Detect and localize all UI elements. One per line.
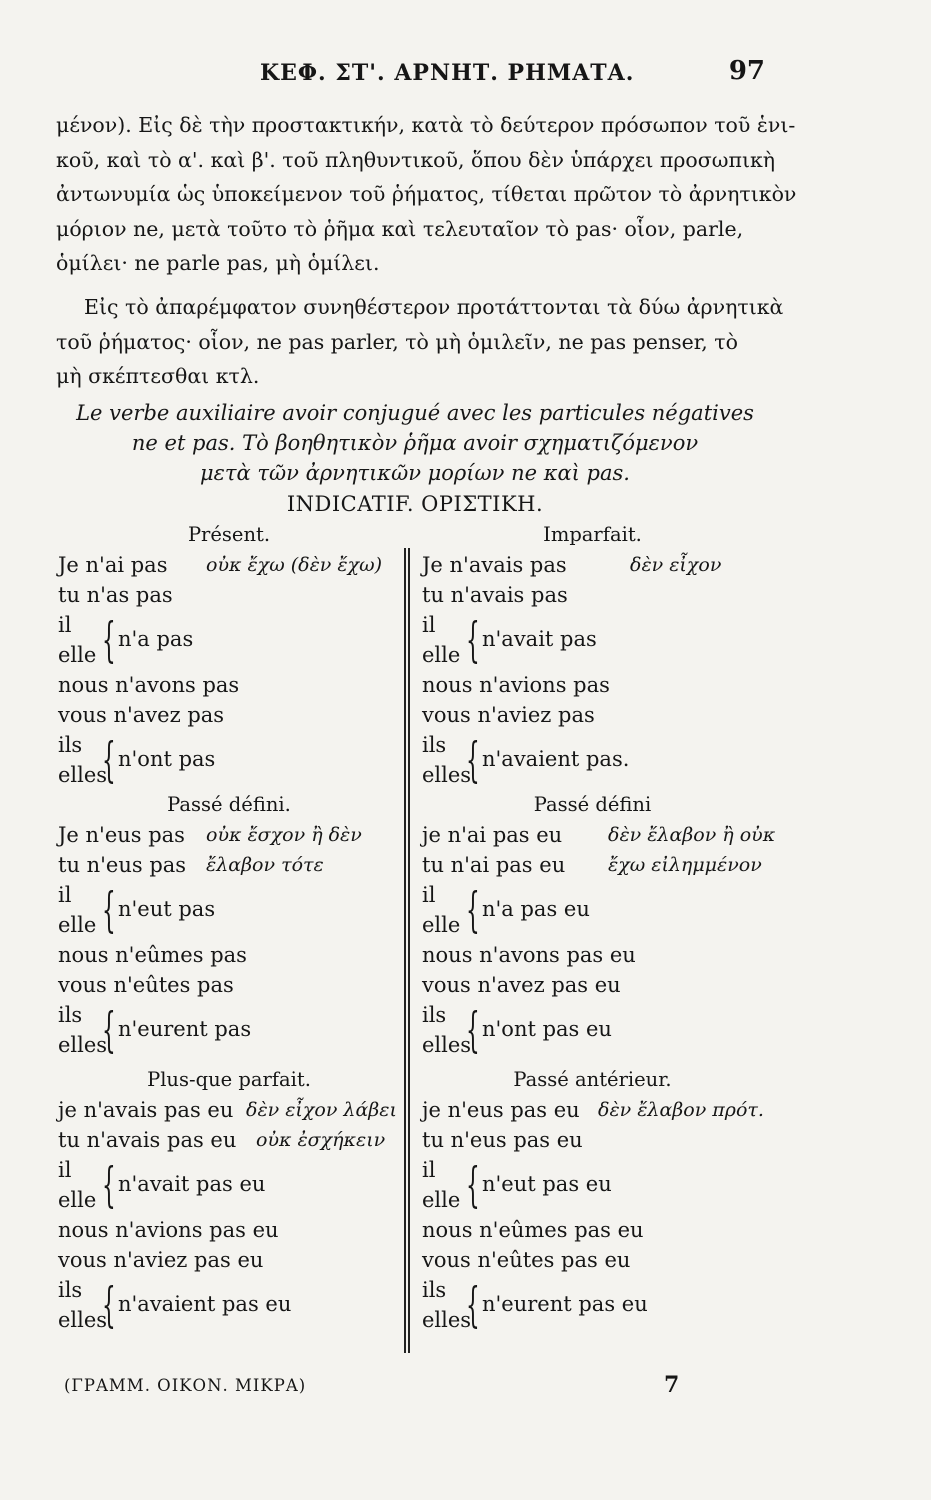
brace-icon: { <box>466 1157 480 1213</box>
greek-gloss: δὲν ἔλαβον πρότ. <box>598 1099 764 1121</box>
pronoun: elle <box>58 643 97 667</box>
brace-icon: { <box>102 1157 116 1213</box>
french-form: n'avaient pas eu <box>118 1292 292 1316</box>
pronoun: elles <box>422 763 472 787</box>
french-form: vous n'avez pas <box>58 703 225 727</box>
greek-gloss: οὐκ ἔχω (δὲν ἔχω) <box>206 554 382 576</box>
caption-line: Le verbe auxiliaire avoir conjugué avec les particules négatives <box>76 401 754 425</box>
pronoun: il <box>422 1158 436 1182</box>
caption-line: μετὰ τῶν ἀρνητικῶν μορίων ne καὶ pas. <box>200 461 630 485</box>
tense-block-plus-que-parfait <box>56 1065 402 1335</box>
text-line: μένον). Εἰς δὲ τὴν προστακτικήν, κατὰ τὸ δεύτερον πρόσωπον τοῦ ἑνι- <box>56 113 796 137</box>
pronoun: ils <box>422 1278 447 1302</box>
tense-title: Présent. <box>187 523 271 546</box>
french-form: n'eut pas eu <box>482 1172 612 1196</box>
tense-title: Passé défini. <box>167 793 291 816</box>
pronoun: elles <box>58 1033 108 1057</box>
brace-group <box>420 730 765 790</box>
conjugation-row <box>56 700 402 730</box>
text-line: μόριον ne, μετὰ τοῦτο τὸ ῥῆμα καὶ τελευταῖον τὸ pas· οἷον, parle, <box>56 216 744 241</box>
conjugation-row <box>420 1245 765 1275</box>
tense-title: Plus-que parfait. <box>147 1068 311 1091</box>
french-form: Je n'ai pas <box>58 553 168 577</box>
french-form: vous n'eûtes pas <box>58 973 234 997</box>
french-form: tu n'avais pas <box>422 583 568 607</box>
page-header <box>60 56 765 92</box>
brace-group <box>56 880 402 940</box>
pronoun: il <box>422 613 436 637</box>
french-form: vous n'avez pas eu <box>422 973 621 997</box>
brace-group <box>420 1155 765 1215</box>
conjugation-row <box>420 850 765 880</box>
french-form: n'ont pas eu <box>482 1017 612 1041</box>
brace-icon: { <box>466 1277 480 1333</box>
conjugation-row <box>56 970 402 1000</box>
text-line: ὁμίλει· ne parle pas, μὴ ὁμίλει. <box>56 251 380 275</box>
french-form: n'avait pas eu <box>118 1172 266 1196</box>
pronoun: ils <box>58 1003 83 1027</box>
brace-group <box>420 610 765 670</box>
french-form: tu n'eus pas eu <box>422 1128 583 1152</box>
mood-heading: INDICATIF. ΟΡΙΣΤΙΚΗ. <box>286 492 544 516</box>
french-form: tu n'avais pas eu <box>58 1128 237 1152</box>
brace-group <box>420 1000 765 1060</box>
french-form: vous n'aviez pas <box>422 703 595 727</box>
conjugation-row <box>420 1125 765 1155</box>
greek-gloss: ἔλαβον τότε <box>206 854 324 876</box>
french-form: n'ont pas <box>118 747 216 771</box>
brace-icon: { <box>102 1277 116 1333</box>
french-form: nous n'avions pas eu <box>58 1218 279 1242</box>
greek-gloss: δὲν εἶχον <box>630 554 722 576</box>
conjugation-row <box>56 670 402 700</box>
conjugation-row <box>420 1095 765 1125</box>
tense-block-passe-indefini <box>420 790 776 1060</box>
brace-icon: { <box>466 732 480 788</box>
brace-icon: { <box>466 1002 480 1058</box>
pronoun: elles <box>58 763 108 787</box>
french-form: n'avait pas <box>482 627 597 651</box>
conjugation-row <box>56 1125 402 1155</box>
greek-gloss: δὲν εἶχον λάβει <box>246 1099 397 1121</box>
pronoun: elles <box>422 1308 472 1332</box>
french-form: n'eurent pas <box>118 1017 252 1041</box>
conjugation-row <box>420 700 765 730</box>
text-line: Εἰς τὸ ἀπαρέμφατον συνηθέστερον προτάττονται τὰ δύω ἀρνητικὰ <box>84 295 784 319</box>
french-form: tu n'ai pas eu <box>422 853 566 877</box>
conjugation-row <box>420 940 765 970</box>
french-form: n'avaient pas. <box>482 747 630 771</box>
french-form: Je n'eus pas <box>58 823 185 847</box>
brace-group <box>56 1275 402 1335</box>
french-form: vous n'aviez pas eu <box>58 1248 264 1272</box>
french-form: je n'ai pas eu <box>422 823 563 847</box>
french-form: n'a pas <box>118 627 194 651</box>
pronoun: il <box>58 1158 72 1182</box>
text-line: ἀντωνυμία ὡς ὑποκείμενον τοῦ ῥήματος, τίθεται πρῶτον τὸ ἀρνητικὸν <box>56 182 797 206</box>
conjugation-row <box>56 940 402 970</box>
printer-signature: (ΓΡΑΜΜ. ΟΙΚΟΝ. ΜΙΚΡΑ) <box>64 1376 307 1395</box>
brace-group <box>56 1155 402 1215</box>
caption-line: ne et pas. Τὸ βοηθητικὸν ῥῆμα avoir σχηματιζόμενον <box>131 431 699 455</box>
french-form: Je n'avais pas <box>422 553 567 577</box>
running-title: ΚΕΦ. ΣΤ'. ΑΡΝΗΤ. ΡΗΜΑΤΑ. <box>260 60 635 86</box>
brace-icon: { <box>102 1002 116 1058</box>
tense-block-passe-anterieur <box>420 1065 765 1335</box>
tense-title: Imparfait. <box>543 523 642 546</box>
page-footer <box>64 1372 764 1402</box>
pronoun: elle <box>422 643 461 667</box>
brace-group <box>56 1000 402 1060</box>
conjugation-row <box>420 580 765 610</box>
french-form: vous n'eûtes pas eu <box>422 1248 631 1272</box>
tense-title: Passé défini <box>533 793 652 816</box>
french-form: nous n'eûmes pas eu <box>422 1218 644 1242</box>
conjugation-row <box>56 550 402 580</box>
text-line: κοῦ, καὶ τὸ α'. καὶ β'. τοῦ πληθυντικοῦ, ὅπου δὲν ὑπάρχει προσωπικὴ <box>56 147 776 172</box>
french-form: n'eut pas <box>118 897 216 921</box>
conjugation-row <box>56 1215 402 1245</box>
pronoun: elle <box>422 913 461 937</box>
text-line: μὴ σκέπτεσθαι κτλ. <box>56 364 260 388</box>
conjugation-row <box>56 580 402 610</box>
french-form: je n'eus pas eu <box>422 1098 580 1122</box>
pronoun: il <box>58 883 72 907</box>
french-form: nous n'avons pas eu <box>422 943 636 967</box>
greek-gloss: οὐκ ἔσχον ἢ δὲν <box>206 824 362 846</box>
pronoun: elle <box>422 1188 461 1212</box>
french-form: nous n'avons pas <box>58 673 240 697</box>
pronoun: elle <box>58 913 97 937</box>
conjugation-row <box>420 550 765 580</box>
french-form: nous n'eûmes pas <box>58 943 247 967</box>
french-form: n'a pas eu <box>482 897 590 921</box>
text-line: τοῦ ῥήματος· οἷον, ne pas parler, τὸ μὴ ὁμιλεῖν, ne pas penser, τὸ <box>56 329 738 354</box>
pronoun: il <box>422 883 436 907</box>
pronoun: ils <box>58 1278 83 1302</box>
brace-icon: { <box>102 612 116 668</box>
sheet-number: 7 <box>664 1372 680 1398</box>
brace-group <box>420 880 765 940</box>
tense-title: Passé antérieur. <box>513 1068 672 1091</box>
french-form: je n'avais pas eu <box>58 1098 234 1122</box>
greek-gloss: οὐκ ἐσχήκειν <box>256 1129 386 1151</box>
section-caption <box>60 398 770 488</box>
brace-icon: { <box>102 882 116 938</box>
pronoun: ils <box>422 733 447 757</box>
french-form: tu n'as pas <box>58 583 173 607</box>
conjugation-row <box>420 670 765 700</box>
tense-block-imparfait <box>420 520 765 790</box>
page-number: 97 <box>728 56 765 86</box>
french-form: nous n'avions pas <box>422 673 610 697</box>
paragraph-imperative <box>56 108 797 281</box>
paragraph-infinitive <box>56 290 784 394</box>
brace-icon: { <box>466 882 480 938</box>
brace-group <box>420 1275 765 1335</box>
brace-icon: { <box>102 732 116 788</box>
conjugation-row <box>420 820 776 850</box>
conjugation-row <box>56 850 402 880</box>
brace-group <box>56 610 402 670</box>
column-divider <box>404 548 410 1353</box>
greek-gloss: ἔχω εἰλημμένον <box>608 854 762 876</box>
pronoun: ils <box>58 733 83 757</box>
conjugation-row <box>56 1245 402 1275</box>
brace-group <box>56 730 402 790</box>
french-form: tu n'eus pas <box>58 853 187 877</box>
pronoun: il <box>58 613 72 637</box>
tense-block-present <box>56 520 402 790</box>
brace-icon: { <box>466 612 480 668</box>
french-form: n'eurent pas eu <box>482 1292 648 1316</box>
conjugation-row <box>420 1215 765 1245</box>
pronoun: ils <box>422 1003 447 1027</box>
pronoun: elles <box>58 1308 108 1332</box>
conjugation-row <box>56 1095 402 1125</box>
conjugation-row <box>56 820 402 850</box>
pronoun: elle <box>58 1188 97 1212</box>
greek-gloss: δὲν ἔλαβον ἢ οὐκ <box>608 824 776 846</box>
pronoun: elles <box>422 1033 472 1057</box>
tense-block-passe-defini <box>56 790 402 1060</box>
conjugation-row <box>420 970 765 1000</box>
